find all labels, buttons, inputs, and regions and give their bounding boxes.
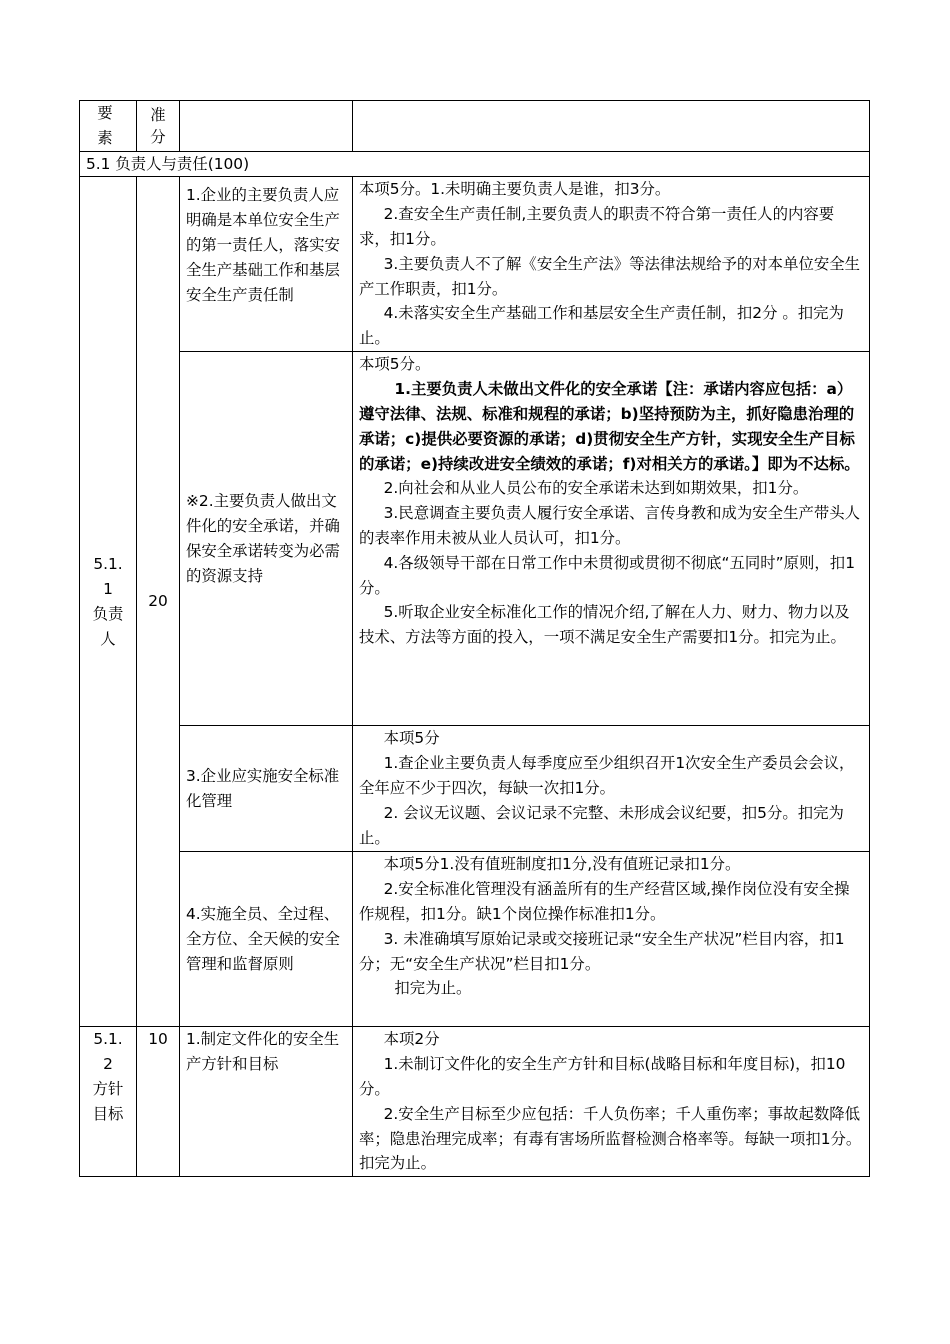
element-line: 方针 (92, 1079, 124, 1098)
header-requirement (180, 101, 353, 152)
table-row (80, 1027, 870, 1177)
criteria-line: 4.各级领导干部在日常工作中未贯彻或贯彻不彻底“五同时”原则，扣1分。 (359, 553, 855, 597)
table-row (80, 352, 870, 726)
criteria-line: 本项5分。1.未明确主要负责人是谁，扣3分。 (359, 180, 671, 199)
criteria-line: 扣完为止。 (394, 979, 472, 998)
criteria-line: 3.主要负责人不了解《安全生产法》等法律法规给予的对本单位安全生产工作职责，扣1分。 (359, 254, 861, 298)
score-cell: 10 (137, 1027, 180, 1177)
element-line: 5.1. (93, 555, 123, 574)
criteria-cell (353, 852, 870, 1027)
criteria-line: 5.听取企业安全标准化工作的情况介绍,了解在人力、财力、物力以及技术、方法等方面的投入，一项不满足安全生产需要扣1分。扣完为止。 (359, 603, 850, 647)
element-line: 2 (103, 1055, 113, 1074)
table-row (80, 726, 870, 852)
requirement-cell: 1.企业的主要负责人应明确是本单位安全生产的第一责任人，落实安全生产基础工作和基层安全生产责任制 (180, 177, 353, 352)
standard-table (79, 100, 870, 1177)
element-line: 人 (100, 629, 116, 648)
criteria-line: 2.向社会和从业人员公布的安全承诺未达到如期效果，扣1分。 (383, 479, 809, 498)
criteria-line: 本项5分1.没有值班制度扣1分,没有值班记录扣1分。 (383, 855, 741, 874)
header-row (80, 101, 870, 152)
element-line: 1 (103, 580, 113, 599)
criteria-line: 2.安全生产目标至少应包括：千人负伤率；千人重伤率；事故起数降低率；隐患治理完成率；有毒有害场所监督检测合格率等。每缺一项扣1分。扣完为止。 (359, 1104, 862, 1173)
header-criteria (353, 101, 870, 152)
criteria-line: 2. 会议无议题、会议记录不完整、未形成会议纪要，扣5分。扣完为止。 (359, 803, 844, 847)
criteria-cell (353, 726, 870, 852)
requirement-cell: 4.实施全员、全过程、全方位、全天候的安全管理和监督原则 (180, 852, 353, 1027)
criteria-line: 2.查安全生产责任制,主要负责人的职责不符合第一责任人的内容要求，扣1分。 (359, 205, 835, 248)
criteria-line: 3.民意调查主要负责人履行安全承诺、言传身教和成为安全生产带头人的表率作用未被从业人员认可，扣1分。 (359, 504, 861, 547)
element-cell (80, 1027, 137, 1177)
criteria-line: 1.查企业主要负责人每季度应至少组织召开1次安全生产委员会会议，全年应不少于四次，每缺一次扣1分。 (359, 754, 855, 797)
criteria-line: 1.未制订文件化的安全生产方针和目标(战略目标和年度目标)，扣10分。 (359, 1055, 846, 1098)
element-cell (80, 177, 137, 1027)
section-row (80, 151, 870, 177)
table-row (80, 852, 870, 1027)
criteria-cell (353, 352, 870, 726)
header-element: 要 素 (80, 101, 137, 152)
criteria-line: 2.安全标准化管理没有涵盖所有的生产经营区域,操作岗位没有安全操作规程，扣1分。缺1个岗位操作标准扣1分。 (359, 880, 850, 923)
criteria-line: 本项2分 (383, 1030, 440, 1049)
criteria-line: 3. 未准确填写原始记录或交接班记录“安全生产状况”栏目内容，扣1分；无“安全生产状况”栏目扣1分。 (359, 929, 845, 973)
criteria-line: 4.未落实安全生产基础工作和基层安全生产责任制，扣2分 。扣完为止。 (359, 304, 844, 348)
requirement-cell: ※2.主要负责人做出文件化的安全承诺，并确保安全承诺转变为必需的资源支持 (180, 352, 353, 726)
criteria-line: 1.主要负责人未做出文件化的安全承诺【注：承诺内容应包括：a）遵守法律、法规、标准和规程的承诺；b)坚持预防为主，抓好隐患治理的承诺；c)提供必要资源的承诺；d)贯彻安全生产方针，实现安全生产目标的承诺；e)持续改进安全绩效的承诺；f)对相关方的承诺。】即为不达标。 (359, 380, 860, 473)
criteria-cell (353, 177, 870, 352)
requirement-cell: 3.企业应实施安全标准化管理 (180, 726, 353, 852)
score-cell: 20 (137, 177, 180, 1027)
section-title: 5.1 负责人与责任(100) (80, 151, 870, 177)
requirement-cell: 1.制定文件化的安全生产方针和目标 (180, 1027, 353, 1177)
header-score: 准分 (137, 101, 180, 152)
element-line: 目标 (92, 1104, 124, 1123)
table-row (80, 177, 870, 352)
criteria-line: 本项5分。 (359, 355, 431, 374)
criteria-line: 本项5分 (383, 729, 440, 748)
element-line: 5.1. (93, 1030, 123, 1049)
element-line: 负责 (92, 604, 124, 623)
criteria-cell (353, 1027, 870, 1177)
